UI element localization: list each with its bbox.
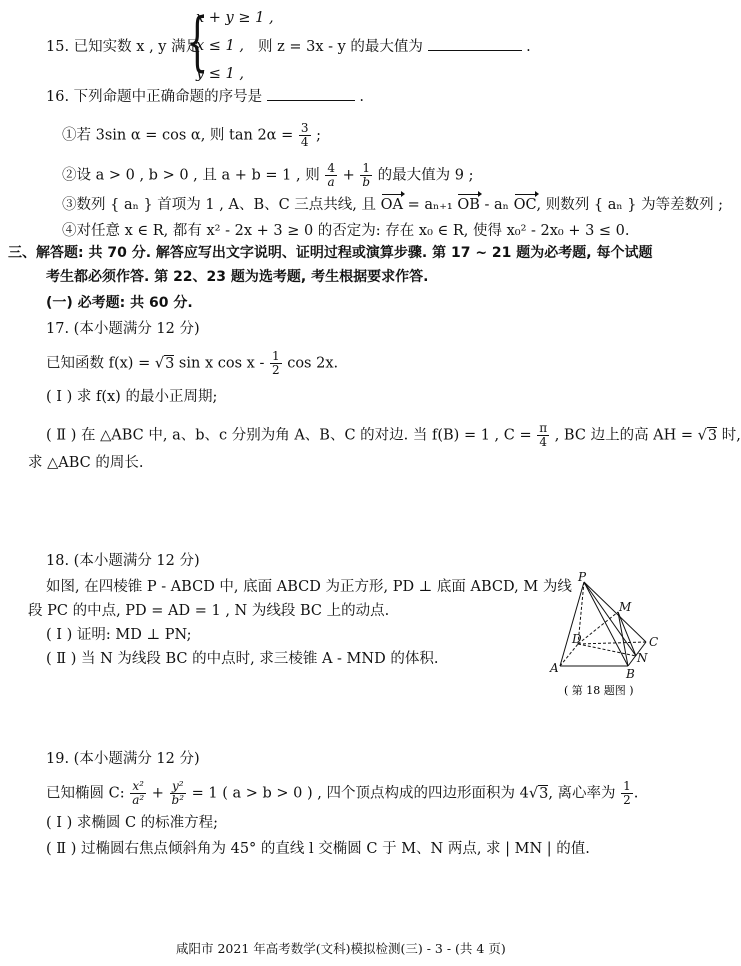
edge-dn: [578, 644, 636, 656]
edge-dm: [578, 612, 618, 644]
q15-pre: 15. 已知实数 x , y 满足: [46, 39, 201, 55]
q15-cond1: x + y ≥ 1 ,: [196, 10, 274, 26]
q15-stem: [46, 38, 200, 56]
q16-opt3-text: ③数列 { aₙ } 首项为 1 , A、B、C 三点共线, 且: [62, 197, 377, 213]
fraction: $\frac{\pi}{4}$: [539, 421, 548, 449]
q16-option-3: ③数列 { aₙ } 首项为 1 , A、B、C 三点共线, 且 OA = aₙ₊₁ OB - aₙ OC, 则数列 { aₙ } 为等差数列 ;: [62, 197, 724, 213]
pyramid-figure: [548, 572, 660, 700]
fraction: $\frac{1}{2}$: [271, 349, 280, 377]
part-1-heading: (一) 必考题: 共 60 分.: [46, 295, 193, 311]
q18-line-1: 如图, 在四棱锥 P - ABCD 中, 底面 ABCD 为正方形, PD ⊥ 底面 ABCD, M 为线: [46, 579, 572, 595]
brace-icon: {: [186, 5, 209, 79]
q15-post: 则 z = 3x - y 的最大值为: [258, 39, 423, 55]
fraction: $\frac{4}{a}$: [327, 161, 335, 189]
q16-opt2-text: ②设 a > 0 , b > 0 , 且 a + b = 1 , 则: [62, 167, 320, 184]
vector-oa: OA: [380, 197, 403, 213]
q15-question: 则 z = 3x - y 的最大值为 .: [258, 39, 531, 55]
q16-option-4: [62, 222, 630, 240]
label-c: C: [649, 635, 659, 649]
q15-answer-blank[interactable]: [428, 38, 522, 51]
q16-option-1: ①若 3sin α = cos α, 则 tan 2α = $\frac{3}{4}$ ;: [62, 121, 321, 149]
section-3-heading: 三、解答题: 共 70 分. 解答应写出文字说明、证明过程或演算步骤. 第 17 ~ 21 题为必考题, 每个试题: [8, 245, 653, 261]
label-p: P: [578, 570, 587, 584]
q16-opt1-text: ①若 3sin α = cos α, 则 tan 2α =: [62, 127, 294, 144]
vector-oc: OC: [513, 197, 537, 213]
q17-part-2-cont: 求 △ABC 的周长.: [28, 455, 144, 471]
q17-part-1: ( Ⅰ ) 求 f(x) 的最小正周期;: [46, 389, 218, 405]
q17-header: 17. (本小题满分 12 分): [46, 321, 200, 337]
q16-option-2: ②设 a > 0 , b > 0 , 且 a + b = 1 , 则 $\frac{4}{a}$ + $\frac{1}{b}$ 的最大值为 9 ;: [62, 161, 474, 189]
page-footer: 咸阳市 2021 年高考数学(文科)模拟检测(三) - 3 - (共 4 页): [176, 941, 506, 956]
q15-cond3: y ≤ 1 ,: [196, 66, 245, 82]
edge-dc: [578, 642, 646, 644]
figure-caption: ( 第 18 题图 ): [564, 684, 634, 697]
q19-header: 19. (本小题满分 12 分): [46, 751, 200, 767]
label-b: B: [626, 667, 635, 681]
q16-opt4-text: ④对任意 x ∈ R, 都有 x² - 2x + 3 ≥ 0 的否定为: 存在 x₀ ∈ R, 使得 x₀² - 2x₀ + 3 ≤ 0.: [62, 223, 630, 239]
section-3-instructions: 考生都必须作答. 第 22、23 题为选考题, 考生根据要求作答.: [46, 269, 429, 285]
edge-pc: [584, 582, 646, 642]
q17-part-2: ( Ⅱ ) 在 △ABC 中, a、b、c 分别为角 A、B、C 的对边. 当 f(B) = 1 , C = $\frac{\pi}{4}$ , BC 边上的高 AH = √3 时,: [46, 421, 741, 449]
edge-pb: [584, 582, 628, 666]
fraction: $\frac{1}{b}$: [362, 161, 371, 189]
label-n: N: [637, 651, 648, 665]
label-a: A: [550, 661, 559, 675]
q18-part-1: ( Ⅰ ) 证明: MD ⊥ PN;: [46, 627, 192, 643]
vector-ob: OB: [457, 197, 480, 213]
q19-part-2: ( Ⅱ ) 过椭圆右焦点倾斜角为 45° 的直线 l 交椭圆 C 于 M、N 两点, 求 | MN | 的值.: [46, 841, 590, 857]
fraction: $\frac{1}{2}$: [623, 779, 631, 807]
q15-cond2: x ≤ 1 ,: [196, 38, 244, 54]
q17-function: 已知函数 f(x) = √3 sin x cos x - $\frac{1}{2}$ cos 2x.: [46, 349, 339, 377]
label-m: M: [619, 600, 632, 614]
fraction: $\frac{\text{x²}}{\text{a²}}$: [132, 779, 145, 807]
q19-line-1: 已知椭圆 C: $\frac{\text{x²}}{\text{a²}}$ + $\frac{\text{y²}}{\text{b²}}$ = 1 ( a > b > 0 ) , 四个顶点构成的四边形面积为 4√3, 离心率为 $\frac{1}{2}$ .: [46, 779, 639, 807]
q18-header: 18. (本小题满分 12 分): [46, 553, 200, 569]
q18-line-2: 段 PC 的中点, PD = AD = 1 , N 为线段 BC 上的动点.: [28, 603, 390, 619]
q16-stem-text: 16. 下列命题中正确命题的序号是: [46, 89, 263, 105]
q18-part-2: ( Ⅱ ) 当 N 为线段 BC 的中点时, 求三棱锥 A - MND 的体积.: [46, 651, 439, 667]
q16-answer-blank[interactable]: [267, 88, 355, 101]
fraction: $\frac{\text{y²}}{\text{b²}}$: [171, 779, 185, 807]
q16-stem: 16. 下列命题中正确命题的序号是 .: [46, 89, 364, 105]
label-d: D: [572, 632, 582, 646]
q19-part-1: ( Ⅰ ) 求椭圆 C 的标准方程;: [46, 815, 219, 831]
fraction: $\frac{3}{4}$: [300, 121, 309, 149]
